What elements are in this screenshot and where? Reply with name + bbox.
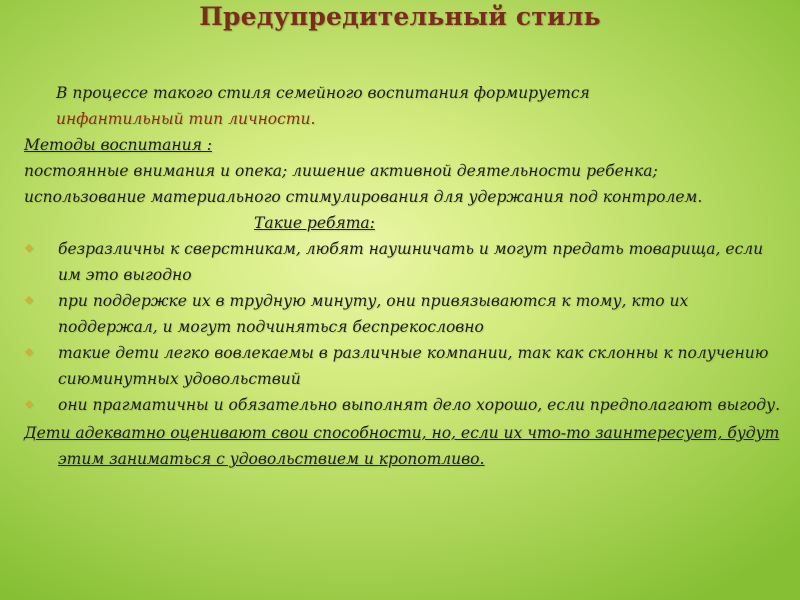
bullet-text: безразличны к сверстникам, любят наушничать и могут предать товарища, если им это выгодно bbox=[58, 240, 764, 284]
method-item-1: постоянные внимания и опека; лишение активной деятельности ребенка; bbox=[24, 162, 658, 180]
slide-title: Предупредительный стиль bbox=[199, 2, 601, 31]
list-item bbox=[24, 288, 784, 340]
list-item bbox=[24, 340, 784, 392]
method-item-2: использование материального стимулирования для удержания под контролем. bbox=[24, 188, 703, 206]
diamond-bullet-icon: ❖ bbox=[24, 346, 34, 359]
kids-heading: Такие ребята: bbox=[254, 214, 375, 232]
intro-accent: инфантильный тип личности. bbox=[56, 110, 316, 128]
list-item bbox=[24, 392, 784, 418]
bullet-text: при поддержке их в трудную минуту, они привязываются к тому, кто их поддержал, и могут подчиняться беспрекословно bbox=[58, 292, 689, 336]
list-item bbox=[24, 236, 784, 288]
intro-paragraph bbox=[24, 80, 784, 132]
diamond-bullet-icon: ❖ bbox=[24, 294, 34, 307]
intro-text: В процессе такого стиля семейного воспитания формируется bbox=[56, 84, 590, 102]
traits-list bbox=[24, 236, 784, 418]
methods-heading: Методы воспитания : bbox=[24, 136, 212, 154]
bullet-text: они прагматичны и обязательно выполнят дело хорошо, если предполагают выгоду. bbox=[58, 396, 781, 414]
slide-body bbox=[24, 80, 784, 472]
diamond-bullet-icon: ❖ bbox=[24, 242, 34, 255]
bullet-text: такие дети легко вовлекаемы в различные компании, так как склонны к получению сиюминутных удовольствий bbox=[58, 344, 769, 388]
diamond-bullet-icon: ❖ bbox=[24, 398, 34, 411]
conclusion-paragraph: Дети адекватно оценивают свои способности, но, если их что-то заинтересует, будут этим заниматься с удовольствием и кропотливо. bbox=[24, 424, 780, 468]
